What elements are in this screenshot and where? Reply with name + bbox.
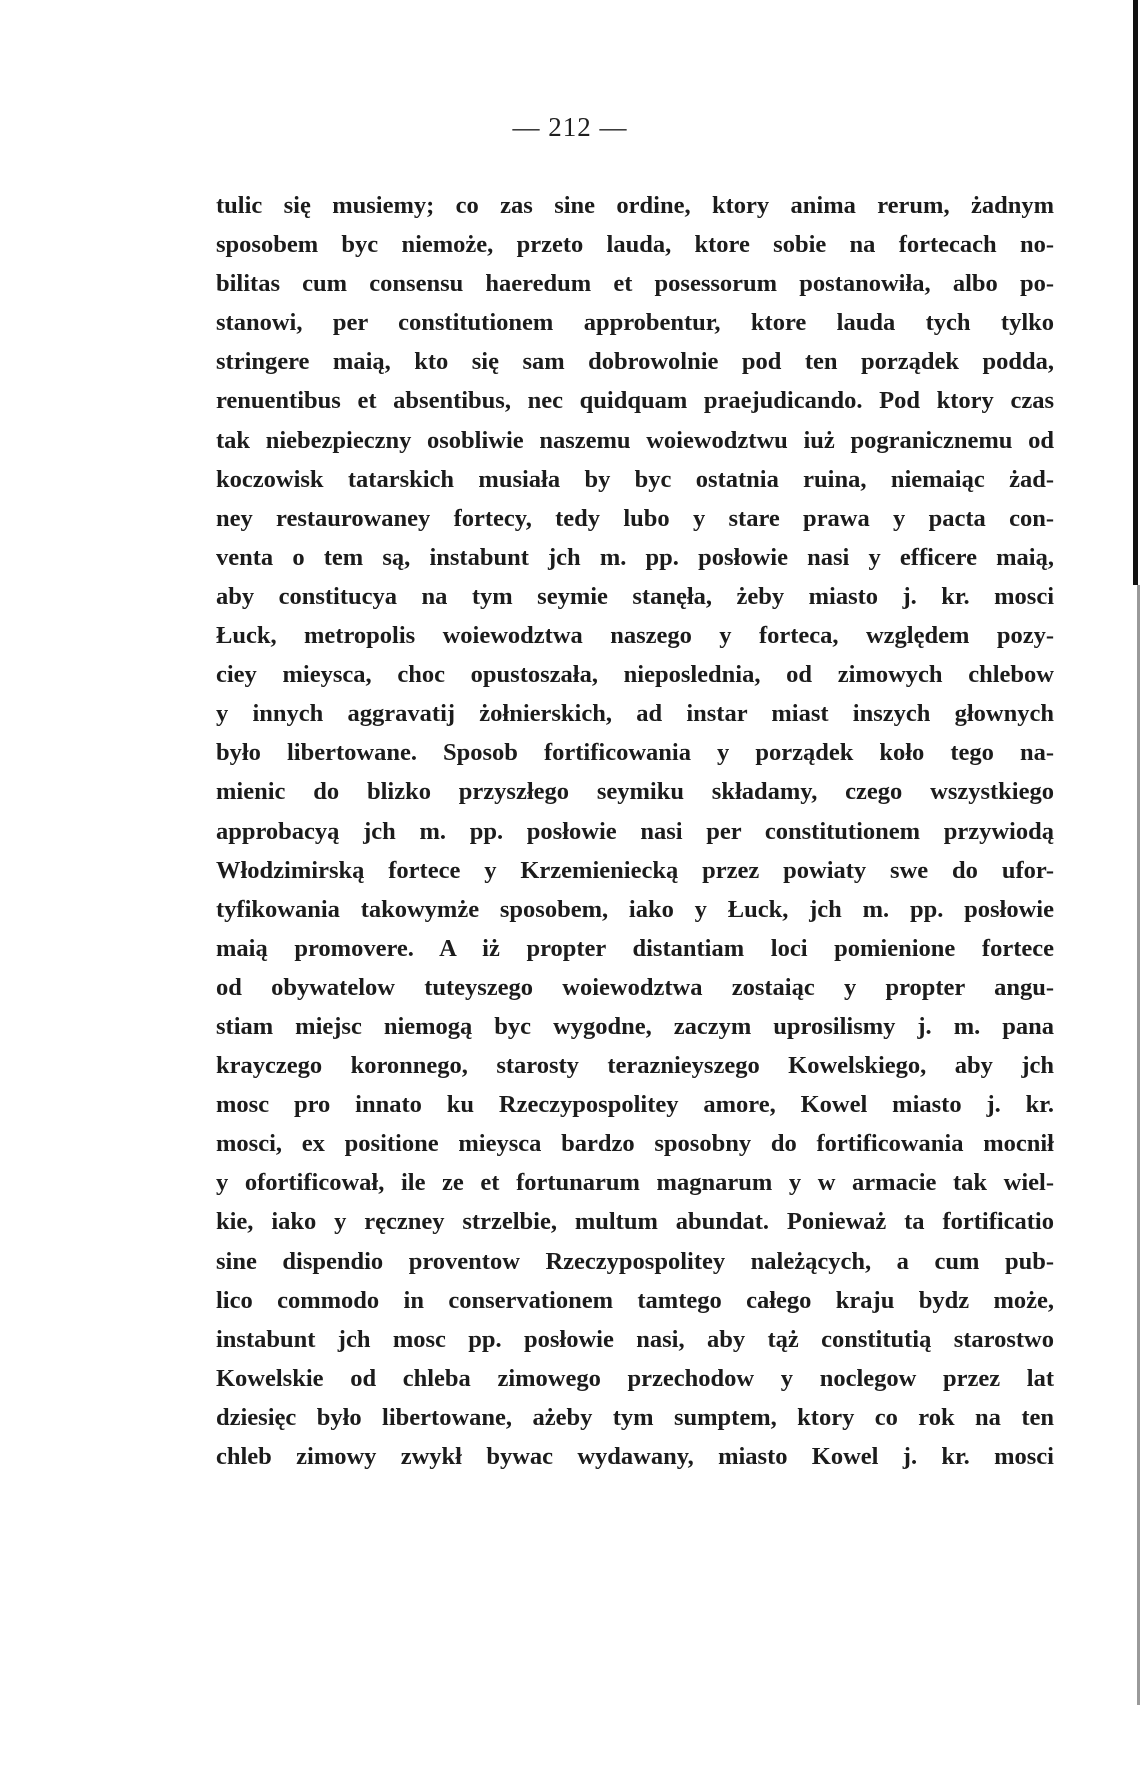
- text-line: y innych aggravatij żołnierskich, ad instar miast inszych głownych: [216, 700, 1054, 728]
- text-line: kie, iako y ręczney strzelbie, multum abundat. Ponieważ ta fortificatio: [216, 1208, 1054, 1236]
- text-line: mosci, ex positione mieysca bardzo sposobny do fortificowania mocnił: [216, 1130, 1054, 1158]
- text-line: instabunt jch mosc pp. posłowie nasi, aby tąż constitutią starostwo: [216, 1325, 1054, 1353]
- text-line: ciey mieysca, choc opustoszała, nieposlednia, od zimowych chlebow: [216, 661, 1054, 689]
- text-line: krayczego koronnego, starosty teraznieyszego Kowelskiego, aby jch: [216, 1052, 1054, 1080]
- text-line: maią promovere. A iż propter distantiam loci pomienione fortece: [216, 934, 1054, 962]
- text-line: od obywatelow tuteyszego woiewodztwa zostaiąc y propter angu-: [216, 973, 1054, 1001]
- text-line: renuentibus et absentibus, nec quidquam praejudicando. Pod ktory czas: [216, 387, 1054, 415]
- text-line: koczowisk tatarskich musiała by byc ostatnia ruina, niemaiąc żad-: [216, 465, 1054, 493]
- text-line: sine dispendio proventow Rzeczypospolitey należących, a cum pub-: [216, 1247, 1054, 1275]
- text-line: chleb zimowy zwykł bywac wydawany, miasto Kowel j. kr. mosci: [216, 1443, 1054, 1470]
- text-line: sposobem byc niemoże, przeto lauda, ktore sobie na fortecach no-: [216, 231, 1054, 259]
- text-line: mosc pro innato ku Rzeczypospolitey amore, Kowel miasto j. kr.: [216, 1091, 1054, 1119]
- text-line: bilitas cum consensu haeredum et posessorum postanowiła, albo po-: [216, 270, 1054, 298]
- text-line: Włodzimirską fortece y Krzemieniecką przez powiaty swe do ufor-: [216, 856, 1054, 884]
- text-line: aby constitucya na tym seymie stanęła, żeby miasto j. kr. mosci: [216, 582, 1054, 610]
- text-line: tyfikowania takowymże sposobem, iako y Łuck, jch m. pp. posłowie: [216, 895, 1054, 923]
- text-line: stiam miejsc niemogą byc wygodne, zaczym uprosilismy j. m. pana: [216, 1012, 1054, 1040]
- body-text: [216, 186, 1054, 1476]
- text-line: dziesięc było libertowane, ażeby tym sumptem, ktory co rok na ten: [216, 1403, 1054, 1431]
- page-number: — 212 —: [512, 112, 628, 142]
- text-line: y ofortificował, ile ze et fortunarum magnarum y w armacie tak wiel-: [216, 1169, 1054, 1197]
- text-line: stanowi, per constitutionem approbentur, ktore lauda tych tylko: [216, 309, 1054, 337]
- text-line: Łuck, metropolis woiewodztwa naszego y forteca, względem pozy-: [216, 622, 1054, 650]
- text-line: tulic się musiemy; co zas sine ordine, ktory anima rerum, żadnym: [216, 192, 1054, 219]
- page-edge-mark: [1133, 0, 1138, 585]
- text-line: lico commodo in conservationem tamtego całego kraju bydz może,: [216, 1286, 1054, 1314]
- text-line: mienic do blizko przyszłego seymiku składamy, czego wszystkiego: [216, 778, 1054, 806]
- text-line: stringere maią, kto się sam dobrowolnie pod ten porządek podda,: [216, 348, 1054, 376]
- text-line: Kowelskie od chleba zimowego przechodow y noclegow przez lat: [216, 1364, 1054, 1392]
- text-line: tak niebezpieczny osobliwie naszemu woiewodztwu iuż pogranicznemu od: [216, 426, 1054, 454]
- text-line: venta o tem są, instabunt jch m. pp. posłowie nasi y efficere maią,: [216, 543, 1054, 571]
- text-line: ney restaurowaney fortecy, tedy lubo y stare prawa y pacta con-: [216, 504, 1054, 532]
- text-line: było libertowane. Sposob fortificowania y porządek koło tego na-: [216, 739, 1054, 767]
- text-line: approbacyą jch m. pp. posłowie nasi per constitutionem przywiodą: [216, 817, 1054, 845]
